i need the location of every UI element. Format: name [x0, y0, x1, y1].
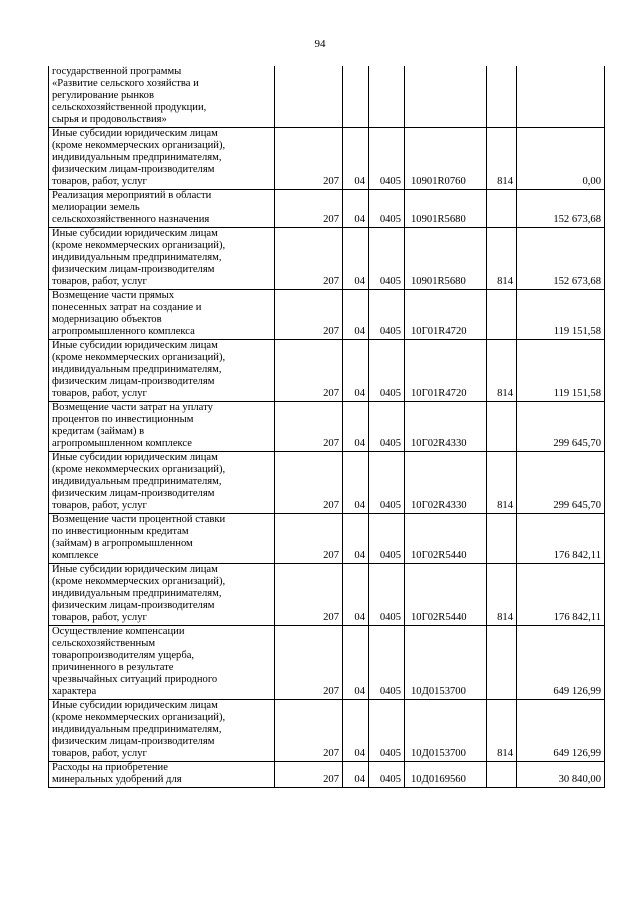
- budget-table: [48, 66, 605, 788]
- row-ministry-code: 207: [275, 402, 343, 452]
- row-section: 04: [343, 290, 369, 340]
- row-section: 04: [343, 228, 369, 290]
- row-expense-type: [487, 402, 517, 452]
- row-amount: 0,00: [517, 128, 605, 190]
- row-ministry-code: 207: [275, 340, 343, 402]
- row-expense-type: 814: [487, 564, 517, 626]
- row-subsection: 0405: [369, 340, 405, 402]
- row-description: Возмещение части прямых понесенных затрат на создание и модернизацию объектов агропромышленного комплекса: [49, 290, 275, 340]
- row-ministry-code: 207: [275, 128, 343, 190]
- row-section: 04: [343, 700, 369, 762]
- row-target-article: 10Д0169560: [405, 762, 487, 788]
- row-ministry-code: 207: [275, 762, 343, 788]
- row-description: Возмещение части затрат на уплату процентов по инвестиционным кредитам (займам) в агропромышленном комплексе: [49, 402, 275, 452]
- row-ministry-code: 207: [275, 626, 343, 700]
- row-subsection: [369, 66, 405, 128]
- row-target-article: 10Г02R4330: [405, 402, 487, 452]
- table-row: [49, 514, 605, 564]
- row-section: 04: [343, 128, 369, 190]
- row-description: Иные субсидии юридическим лицам (кроме некоммерческих организаций), индивидуальным предпринимателям, физическим лицам-производителям товаров, работ, услуг: [49, 340, 275, 402]
- row-amount: 119 151,58: [517, 340, 605, 402]
- row-expense-type: 814: [487, 340, 517, 402]
- row-section: 04: [343, 340, 369, 402]
- row-subsection: 0405: [369, 626, 405, 700]
- row-target-article: 10Г02R5440: [405, 514, 487, 564]
- row-expense-type: 814: [487, 700, 517, 762]
- row-description: Расходы на приобретение минеральных удобрений для: [49, 762, 275, 788]
- table-row: [49, 626, 605, 700]
- row-amount: 30 840,00: [517, 762, 605, 788]
- row-ministry-code: 207: [275, 190, 343, 228]
- row-description: Реализация мероприятий в области мелиорации земель сельскохозяйственного назначения: [49, 190, 275, 228]
- row-target-article: 10901R0760: [405, 128, 487, 190]
- row-expense-type: [487, 190, 517, 228]
- table-row: [49, 452, 605, 514]
- table-body: [49, 66, 605, 788]
- row-expense-type: 814: [487, 452, 517, 514]
- row-amount: 649 126,99: [517, 700, 605, 762]
- row-description: Иные субсидии юридическим лицам (кроме некоммерческих организаций), индивидуальным предпринимателям, физическим лицам-производителям товаров, работ, услуг: [49, 452, 275, 514]
- table-row: [49, 290, 605, 340]
- row-amount: 176 842,11: [517, 564, 605, 626]
- row-amount: 119 151,58: [517, 290, 605, 340]
- row-subsection: 0405: [369, 402, 405, 452]
- row-section: 04: [343, 626, 369, 700]
- row-ministry-code: 207: [275, 564, 343, 626]
- row-target-article: 10Г02R5440: [405, 564, 487, 626]
- row-ministry-code: [275, 66, 343, 128]
- row-expense-type: [487, 762, 517, 788]
- row-ministry-code: 207: [275, 452, 343, 514]
- row-expense-type: [487, 626, 517, 700]
- row-target-article: 10Г01R4720: [405, 340, 487, 402]
- row-section: [343, 66, 369, 128]
- row-description: государственной программы «Развитие сельского хозяйства и регулирование рынков сельскохозяйственной продукции, сырья и продовольствия»: [49, 66, 275, 128]
- row-section: 04: [343, 564, 369, 626]
- row-subsection: 0405: [369, 190, 405, 228]
- row-amount: 152 673,68: [517, 228, 605, 290]
- row-target-article: 10Д0153700: [405, 700, 487, 762]
- row-expense-type: [487, 514, 517, 564]
- row-target-article: 10Г01R4720: [405, 290, 487, 340]
- table-row: [49, 66, 605, 128]
- row-expense-type: [487, 66, 517, 128]
- table-row: [49, 402, 605, 452]
- row-section: 04: [343, 514, 369, 564]
- row-description: Иные субсидии юридическим лицам (кроме некоммерческих организаций), индивидуальным предпринимателям, физическим лицам-производителям товаров, работ, услуг: [49, 564, 275, 626]
- row-amount: 152 673,68: [517, 190, 605, 228]
- row-target-article: 10901R5680: [405, 190, 487, 228]
- row-ministry-code: 207: [275, 514, 343, 564]
- table-row: [49, 700, 605, 762]
- row-section: 04: [343, 190, 369, 228]
- row-description: Иные субсидии юридическим лицам (кроме некоммерческих организаций), индивидуальным предпринимателям, физическим лицам-производителям товаров, работ, услуг: [49, 228, 275, 290]
- row-section: 04: [343, 452, 369, 514]
- row-section: 04: [343, 762, 369, 788]
- row-amount: 299 645,70: [517, 402, 605, 452]
- row-amount: 649 126,99: [517, 626, 605, 700]
- row-section: 04: [343, 402, 369, 452]
- row-target-article: 10Г02R4330: [405, 452, 487, 514]
- row-target-article: [405, 66, 487, 128]
- table-row: [49, 128, 605, 190]
- row-subsection: 0405: [369, 452, 405, 514]
- row-amount: [517, 66, 605, 128]
- row-target-article: 10Д0153700: [405, 626, 487, 700]
- row-description: Возмещение части процентной ставки по инвестиционным кредитам (займам) в агропромышленном комплексе: [49, 514, 275, 564]
- table-row: [49, 190, 605, 228]
- row-ministry-code: 207: [275, 228, 343, 290]
- table-row: [49, 228, 605, 290]
- row-subsection: 0405: [369, 700, 405, 762]
- row-amount: 299 645,70: [517, 452, 605, 514]
- row-description: Иные субсидии юридическим лицам (кроме некоммерческих организаций), индивидуальным предпринимателям, физическим лицам-производителям товаров, работ, услуг: [49, 700, 275, 762]
- table-row: [49, 564, 605, 626]
- row-expense-type: 814: [487, 128, 517, 190]
- row-ministry-code: 207: [275, 290, 343, 340]
- table-row: [49, 762, 605, 788]
- row-subsection: 0405: [369, 514, 405, 564]
- row-expense-type: 814: [487, 228, 517, 290]
- row-target-article: 10901R5680: [405, 228, 487, 290]
- row-amount: 176 842,11: [517, 514, 605, 564]
- row-subsection: 0405: [369, 564, 405, 626]
- row-description: Иные субсидии юридическим лицам (кроме некоммерческих организаций), индивидуальным предпринимателям, физическим лицам-производителям товаров, работ, услуг: [49, 128, 275, 190]
- row-ministry-code: 207: [275, 700, 343, 762]
- table-row: [49, 340, 605, 402]
- row-subsection: 0405: [369, 228, 405, 290]
- row-subsection: 0405: [369, 762, 405, 788]
- row-description: Осуществление компенсации сельскохозяйственным товаропроизводителям ущерба, причиненного в результате чрезвычайных ситуаций природного характера: [49, 626, 275, 700]
- row-subsection: 0405: [369, 128, 405, 190]
- row-subsection: 0405: [369, 290, 405, 340]
- row-expense-type: [487, 290, 517, 340]
- page-number: 94: [314, 38, 326, 50]
